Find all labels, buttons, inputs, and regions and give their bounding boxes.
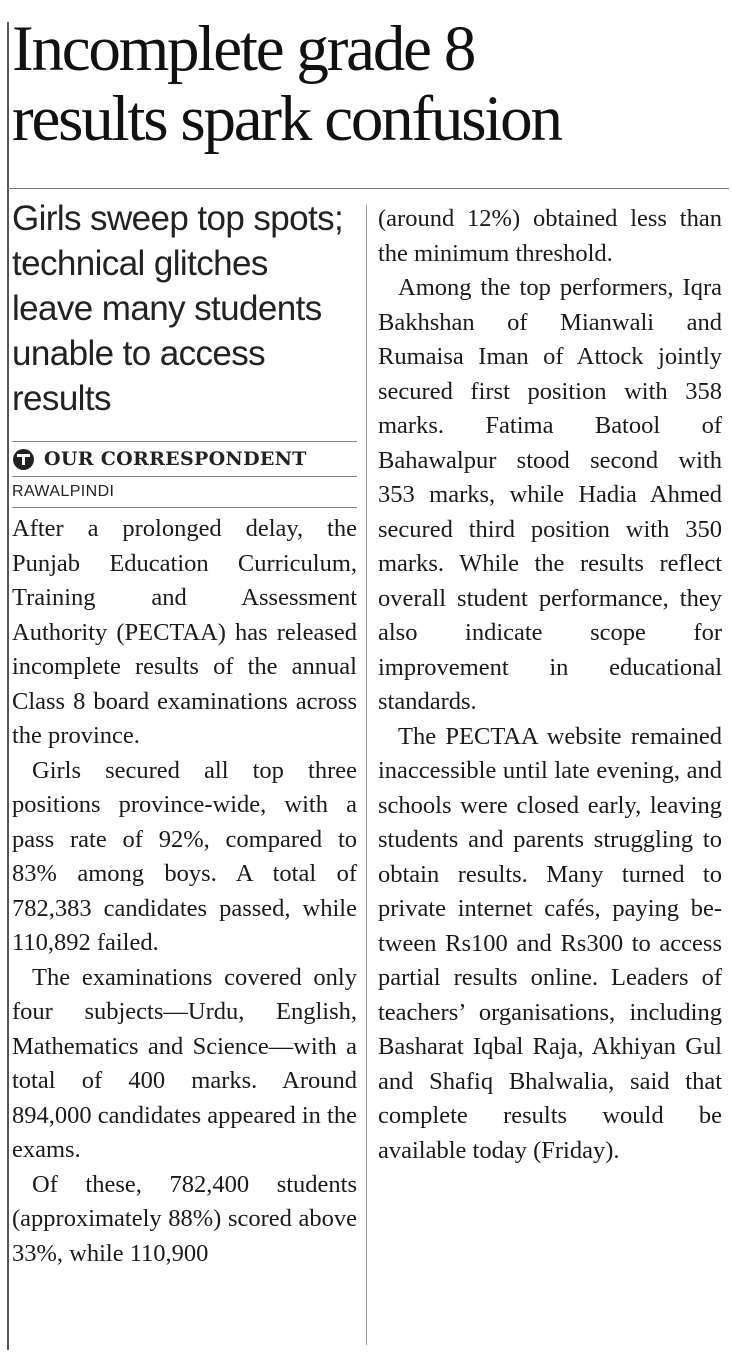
- subheadline: Girls sweep top spots; technical glitches leave many students unable to access results: [12, 199, 344, 418]
- right-column: [378, 202, 722, 1168]
- paragraph: Of these, 782,400 students (approximately 88%) scored above 33%, while 110,900: [12, 1170, 357, 1267]
- headline: [12, 14, 727, 154]
- headline-line-2: results spark confusion: [12, 83, 561, 155]
- dateline: RAWALPINDI: [12, 483, 115, 500]
- article-body-right: [378, 202, 722, 1168]
- tribune-t-logo-icon: [13, 449, 34, 470]
- headline-line-1: Incomplete grade 8: [12, 13, 475, 85]
- byline-bottom-rule: [12, 507, 357, 508]
- byline: [12, 442, 357, 476]
- paragraph: The examinations covered only four subjects—Urdu, English, Mathematics and Science—with a total of 400 marks. Around 894,000 candidates appeared in the exams.: [12, 963, 357, 1163]
- paragraph: (around 12%) obtained less than the minimum threshold.: [378, 205, 722, 267]
- paragraph: After a prolonged delay, the Punjab Education Curriculum, Training and Assessment Authority (PECTAA) has released incomplete results of the annual Class 8 board examinations across the province.: [12, 515, 357, 749]
- headline-divider: [7, 188, 729, 189]
- paragraph: The PECTAA website remained inaccessible until late evening, and schools were closed early, leaving students and parents struggling to obtain results. Many turned to private internet cafés, paying between Rs100 and Rs300 to access partial results online. Leaders of teachers’ organisations, including Basharat Iqbal Raja, Akhiyan Gul and Shafiq Bhalwalia, said that complete results would be available today (Friday).: [378, 722, 722, 1164]
- column-divider: [366, 205, 367, 1345]
- paragraph: Among the top performers, Iqra Bakhshan of Mianwali and Rumaisa Iman of Attock jointly secured first position with 358 marks. Fatima Batool of Bahawalpur stood second with 353 marks, while Hadia Ahmed secured third position with 350 marks. While the results reflect overall student performance, they also indicate scope for improvement in educational standards.: [378, 274, 722, 715]
- byline-author: OUR CORRESPONDENT: [44, 448, 307, 470]
- left-margin-rule: [7, 22, 9, 1350]
- article-body-left: [12, 512, 357, 1271]
- left-column: [12, 196, 357, 1271]
- paragraph: Girls secured all top three positions province-wide, with a pass rate of 92%, compared to 83% among boys. A total of 782,383 candidates passed, while 110,892 failed.: [12, 756, 357, 956]
